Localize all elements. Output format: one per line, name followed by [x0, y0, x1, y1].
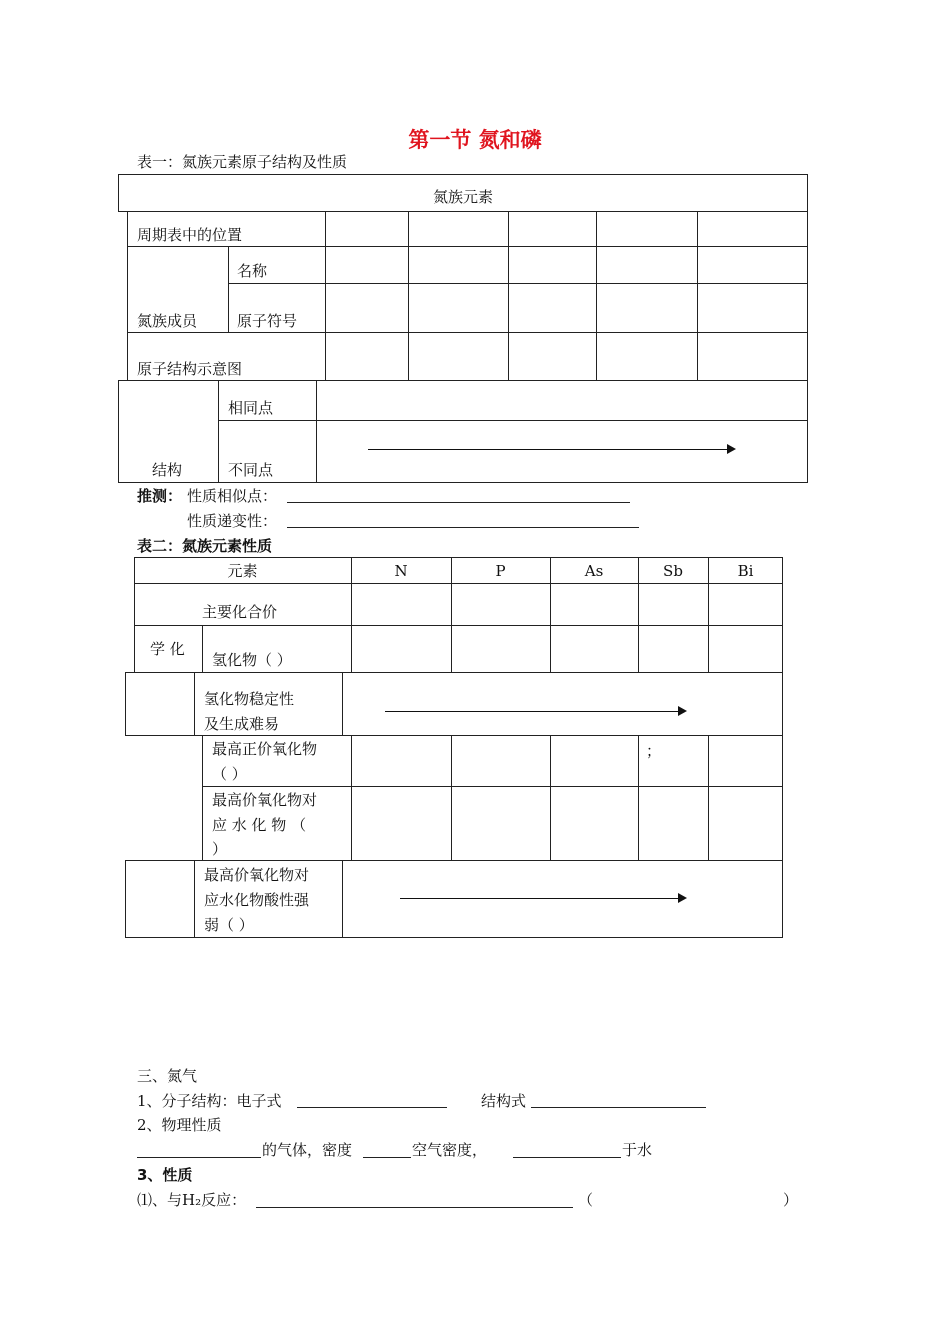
density-blank[interactable] [363, 1157, 411, 1158]
table1-caption: 表一：氮族元素原子结构及性质 [137, 153, 348, 171]
hydride-trend-arrow [385, 711, 685, 712]
trend-blank[interactable] [287, 527, 639, 528]
row-name-label: 名称 [237, 262, 268, 280]
row-oxide-1: 最高正价氧化物 [212, 740, 318, 758]
item3-label: 3、性质 [137, 1166, 193, 1184]
row-hydrate-3: ） [212, 840, 228, 858]
item2-label: 2、物理性质 [137, 1116, 222, 1134]
row-diff-label: 不同点 [228, 461, 274, 479]
item3-1-label: ⑴、与H₂反应： [137, 1191, 247, 1209]
gas-blank[interactable] [137, 1157, 261, 1158]
phys-water: 于水 [622, 1141, 653, 1159]
row-oxide-2: （ ） [212, 765, 247, 783]
row-diagram-label: 原子结构示意图 [137, 360, 243, 378]
row-acid-1: 最高价氧化物对 [204, 866, 310, 884]
solubility-blank[interactable] [513, 1157, 621, 1158]
paren-close: ） [783, 1191, 799, 1209]
row-position-label: 周期表中的位置 [137, 226, 243, 244]
inference-trend: 性质递变性： [187, 512, 278, 530]
row-acid-2: 应水化物酸性强 [204, 891, 310, 909]
oxide-note: ； [646, 742, 662, 760]
item1-struct-label: 结构式 [481, 1092, 527, 1110]
row-hydride-label: 氢化物（ ） [212, 651, 292, 669]
row-valence-label: 主要化合价 [202, 603, 278, 621]
col-element-header: 元素 [227, 562, 258, 580]
section3-heading: 三、氮气 [137, 1067, 198, 1085]
trend-arrow [368, 449, 734, 450]
inference-similar: 性质相似点： [187, 487, 278, 505]
row-symbol-label: 原子符号 [237, 312, 298, 330]
row-structure-label: 结构 [152, 461, 183, 479]
h2-reaction-blank[interactable] [256, 1207, 573, 1208]
table1-header: 氮族元素 [432, 188, 493, 206]
structure-block [118, 380, 808, 483]
paren-open: （ [578, 1191, 594, 1209]
table2-caption: 表二：氮族元素性质 [137, 537, 273, 555]
page-title: 第一节 氮和磷 [408, 128, 542, 152]
similar-blank[interactable] [287, 502, 630, 503]
row-chem-label: 学 化 [150, 640, 185, 658]
col-bi: Bi [737, 562, 754, 580]
acid-trend-arrow [400, 898, 685, 899]
row-hydrate-2: 应 水 化 物 （ [212, 816, 307, 834]
row-hydrate-1: 最高价氧化物对 [212, 791, 318, 809]
electron-formula-blank[interactable] [297, 1107, 447, 1108]
structural-formula-blank[interactable] [531, 1107, 706, 1108]
col-n: N [394, 562, 408, 580]
phys-gas: 的气体，密度 [262, 1141, 353, 1159]
row-hydride-stab-1: 氢化物稳定性 [204, 690, 295, 708]
inference-label: 推测： [137, 487, 183, 505]
row-members-label: 氮族成员 [137, 312, 198, 330]
phys-air: 空气密度， [412, 1141, 488, 1159]
row-same-label: 相同点 [228, 399, 274, 417]
row-acid-3: 弱（ ） [204, 916, 254, 934]
col-as: As [584, 562, 604, 580]
col-p: P [495, 562, 506, 580]
col-sb: Sb [663, 562, 683, 580]
item1-label: 1、分子结构：电子式 [137, 1092, 282, 1110]
row-hydride-stab-2: 及生成难易 [204, 715, 280, 733]
